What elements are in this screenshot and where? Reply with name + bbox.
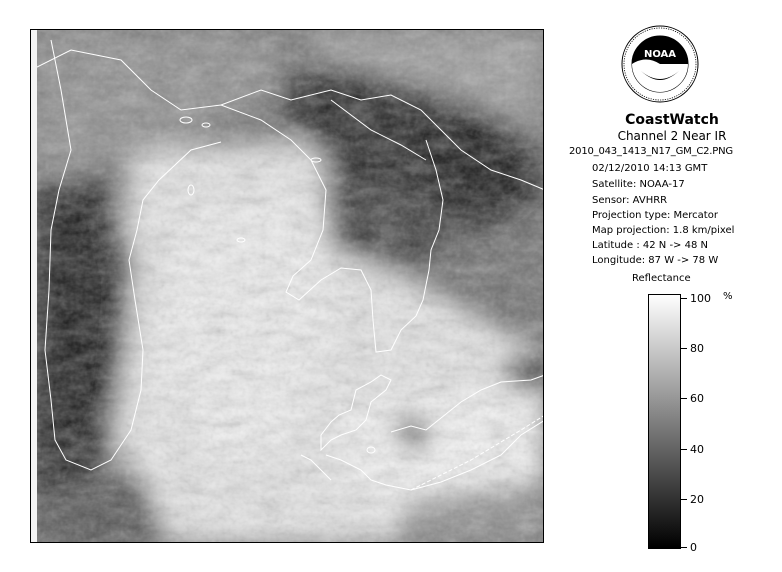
legend-tick-label: 100	[690, 292, 711, 305]
satellite-label: Satellite: NOAA-17	[592, 179, 685, 190]
legend-title: Reflectance	[632, 273, 691, 284]
legend-tick-label: 40	[690, 443, 704, 456]
filename-label: 2010_043_1413_N17_GM_C2.PNG	[569, 146, 733, 157]
legend-tick	[681, 499, 687, 500]
legend-tick	[681, 348, 687, 349]
datetime-label: 02/12/2010 14:13 GMT	[592, 163, 708, 174]
legend-tick	[681, 547, 687, 548]
noaa-logo	[621, 25, 699, 103]
latitude-label: Latitude : 42 N -> 48 N	[592, 240, 708, 251]
longitude-label: Longitude: 87 W -> 78 W	[592, 255, 719, 266]
legend-tick-label: 80	[690, 342, 704, 355]
legend-tick-label: 20	[690, 493, 704, 506]
legend-tick	[681, 398, 687, 399]
map-projection-label: Map projection: 1.8 km/pixel	[592, 225, 735, 236]
legend-tick	[681, 449, 687, 450]
reflectance-colorbar	[648, 294, 681, 549]
satellite-image	[30, 29, 544, 543]
legend-unit: %	[723, 291, 733, 302]
sensor-label: Sensor: AVHRR	[592, 195, 668, 206]
projection-type-label: Projection type: Mercator	[592, 210, 718, 221]
channel-subtitle: Channel 2 Near IR	[617, 129, 727, 143]
legend-tick	[681, 298, 687, 299]
logo-text: NOAA	[643, 49, 677, 60]
legend-tick-label: 60	[690, 392, 704, 405]
app-title: CoastWatch	[625, 112, 719, 128]
legend-tick-label: 0	[690, 541, 697, 554]
